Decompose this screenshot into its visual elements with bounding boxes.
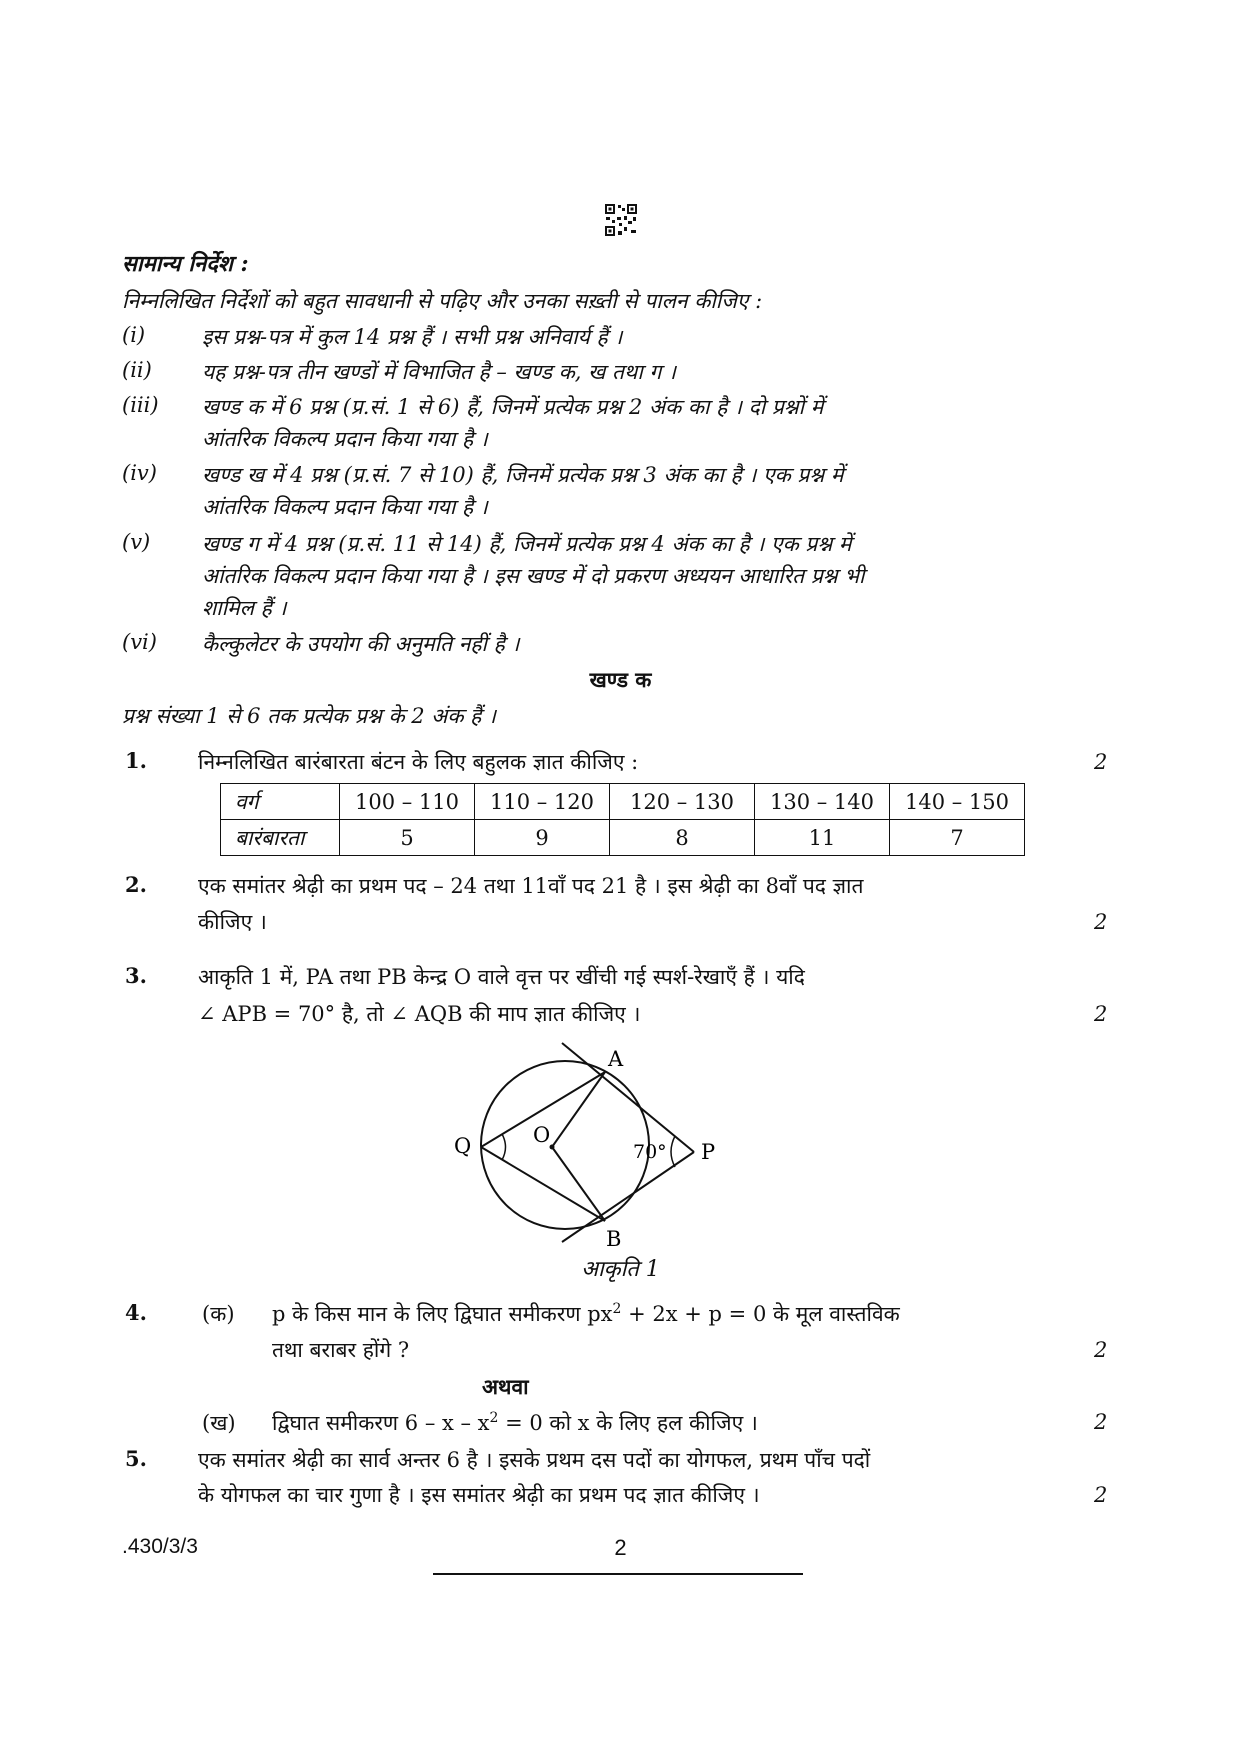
class-cell: 100 – 110 (340, 784, 475, 820)
question-4-number: 4. (125, 1300, 147, 1325)
class-cell: 120 – 130 (610, 784, 755, 820)
instruction-1-text: इस प्रश्न-पत्र में कुल 14 प्रश्न हैं । सभी प्रश्न अनिवार्य हैं । (202, 325, 623, 349)
figure-1-caption: आकृति 1 (581, 1257, 660, 1282)
label-o: O (533, 1123, 551, 1147)
question-2-marks: 2 (1094, 910, 1108, 934)
q4a-exponent: 2 (612, 1301, 622, 1317)
class-cell: 110 – 120 (475, 784, 610, 820)
section-title: खण्ड क (589, 667, 652, 692)
instruction-6-num: (vi) (122, 630, 157, 654)
instruction-1-num: (i) (122, 323, 146, 347)
frequency-row (221, 820, 1025, 856)
frequency-cell: 5 (340, 820, 475, 856)
frequency-cell: 8 (610, 820, 755, 856)
instruction-5-line-2: आंतरिक विकल्प प्रदान किया गया है । इस खण्ड में दो प्रकरण अध्ययन आधारित प्रश्न भी (202, 564, 865, 588)
class-row (221, 784, 1025, 820)
radius-ob (552, 1147, 605, 1221)
label-b: B (606, 1227, 622, 1251)
center-point (550, 1145, 555, 1150)
instruction-2-num: (ii) (122, 358, 152, 382)
question-4-option-b-label: (ख) (202, 1411, 236, 1435)
question-1-number: 1. (125, 748, 147, 773)
section-subtitle: प्रश्न संख्या 1 से 6 तक प्रत्येक प्रश्न के 2 अंक हैं । (122, 704, 496, 728)
angle-arc-p (671, 1136, 675, 1167)
question-5-line-1: एक समांतर श्रेढ़ी का सार्व अन्तर 6 है । इसके प्रथम दस पदों का योगफल, प्रथम पाँच पदों (198, 1448, 871, 1472)
question-2-number: 2. (125, 872, 147, 897)
question-4-option-b-text (272, 1409, 758, 1437)
instructions-intro: निम्नलिखित निर्देशों को बहुत सावधानी से पढ़िए और उनका सख़्ती से पालन कीजिए : (122, 289, 763, 313)
question-1-text: निम्नलिखित बारंबारता बंटन के लिए बहुलक ज्ञात कीजिए : (198, 750, 639, 774)
question-2-line-1: एक समांतर श्रेढ़ी का प्रथम पद – 24 तथा 11वाँ पद 21 है । इस श्रेढ़ी का 8वाँ पद ज्ञात (198, 874, 864, 898)
class-row-label: वर्ग (221, 784, 340, 820)
qr-code (604, 203, 638, 237)
question-3-number: 3. (125, 963, 147, 988)
q4b-text-post: = 0 को x के लिए हल कीजिए । (498, 1411, 758, 1435)
or-separator: अथवा (482, 1374, 529, 1399)
angle-arc-q (502, 1134, 506, 1160)
instruction-4-num: (iv) (122, 461, 157, 485)
frequency-cell: 7 (890, 820, 1025, 856)
label-a: A (608, 1047, 624, 1071)
frequency-row-label: बारंबारता (221, 820, 340, 856)
instruction-3-num: (iii) (122, 393, 159, 417)
label-angle-70: 70° (633, 1141, 667, 1163)
question-4-option-a-line-1 (272, 1300, 900, 1328)
instruction-6-text: कैल्कुलेटर के उपयोग की अनुमति नहीं है । (202, 632, 520, 656)
figure-1-diagram (440, 1035, 740, 1255)
radius-oa (552, 1072, 605, 1147)
label-p: P (701, 1140, 716, 1164)
question-4-option-a-line-2: तथा बराबर होंगे ? (272, 1338, 410, 1362)
instruction-4-line-1: खण्ड ख में 4 प्रश्न (प्र.सं. 7 से 10) हैं, जिनमें प्रत्येक प्रश्न 3 अंक का है । एक प्रश्न में (202, 463, 844, 487)
label-q: Q (454, 1134, 472, 1158)
instruction-3-line-1: खण्ड क में 6 प्रश्न (प्र.सं. 1 से 6) हैं, जिनमें प्रत्येक प्रश्न 2 अंक का है । दो प्रश्नों में (202, 395, 824, 419)
tangent-line-pa (562, 1043, 694, 1152)
question-4-option-a-marks: 2 (1094, 1338, 1108, 1362)
q4b-text-pre: द्विघात समीकरण 6 – x – x (272, 1411, 490, 1435)
frequency-table (220, 783, 1025, 856)
question-3-line-2: ∠ APB = 70° है, तो ∠ AQB की माप ज्ञात कीजिए । (198, 1002, 641, 1026)
question-5-marks: 2 (1094, 1483, 1108, 1507)
class-cell: 130 – 140 (755, 784, 890, 820)
instructions-heading: सामान्य निर्देश : (122, 251, 249, 277)
question-3-line-1: आकृति 1 में, PA तथा PB केन्द्र O वाले वृत्त पर खींची गई स्पर्श-रेखाएँ हैं । यदि (198, 965, 805, 989)
footer-rule (433, 1573, 803, 1575)
figure-circle (481, 1061, 649, 1229)
question-3-marks: 2 (1094, 1002, 1108, 1026)
q4a-text-pre: p के किस मान के लिए द्विघात समीकरण px (272, 1302, 613, 1326)
frequency-cell: 9 (475, 820, 610, 856)
instruction-5-num: (v) (122, 530, 151, 554)
question-5-number: 5. (125, 1446, 147, 1471)
instruction-4-line-2: आंतरिक विकल्प प्रदान किया गया है । (202, 495, 488, 519)
chord-qb (481, 1147, 605, 1221)
question-5-line-2: के योगफल का चार गुणा है । इस समांतर श्रेढ़ी का प्रथम पद ज्ञात कीजिए । (198, 1483, 760, 1507)
instruction-5-line-1: खण्ड ग में 4 प्रश्न (प्र.सं. 11 से 14) हैं, जिनमें प्रत्येक प्रश्न 4 अंक का है । एक प्रश्न में (202, 532, 852, 556)
instruction-2-text: यह प्रश्न-पत्र तीन खण्डों में विभाजित है – खण्ड क, ख तथा ग । (202, 360, 676, 384)
q4a-text-post: + 2x + p = 0 के मूल वास्तविक (621, 1302, 900, 1326)
class-cell: 140 – 150 (890, 784, 1025, 820)
instruction-5-line-3: शामिल हैं । (202, 596, 287, 620)
instruction-3-line-2: आंतरिक विकल्प प्रदान किया गया है । (202, 427, 488, 451)
question-1-marks: 2 (1094, 750, 1108, 774)
question-4-option-a-label: (क) (202, 1302, 235, 1326)
question-4-option-b-marks: 2 (1094, 1410, 1108, 1434)
frequency-cell: 11 (755, 820, 890, 856)
paper-code: .430/3/3 (122, 1535, 198, 1558)
page-number: 2 (614, 1535, 627, 1560)
question-2-line-2: कीजिए । (198, 910, 267, 934)
q4b-exponent: 2 (489, 1410, 499, 1426)
